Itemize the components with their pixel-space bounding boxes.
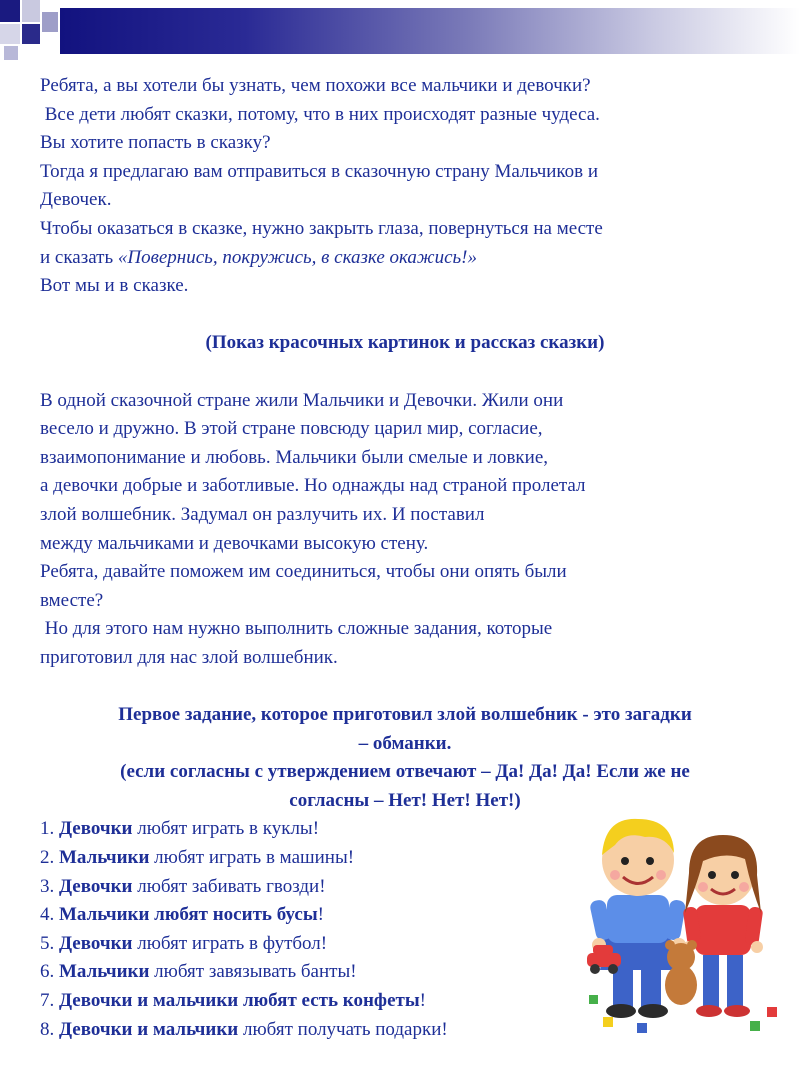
intro-line xyxy=(40,244,770,273)
task-note: (если согласны с утверждением отвечают – Да! Да! Да! Если же не xyxy=(120,761,690,783)
story-line: В одной сказочной стране жили Мальчики и Девочки. Жили они xyxy=(40,389,564,411)
intro-line: Ребята, а вы хотели бы узнать, чем похожи все мальчики и девочки? xyxy=(40,75,591,96)
intro-line: Тогда я предлагаю вам отправиться в сказочную страну Мальчиков и xyxy=(40,160,599,182)
header-bar xyxy=(60,8,800,54)
list-item: 8. Девочки и мальчики любят получать подарки! xyxy=(40,1018,448,1040)
story-line: взаимопонимание и любовь. Мальчики были смелые и ловкие, xyxy=(40,446,549,468)
list-item: 4. Мальчики любят носить бусы! xyxy=(40,904,324,926)
magic-phrase: «Повернись, покружись, в сказке окажись!» xyxy=(117,246,478,268)
list-item: 3. Девочки любят забивать гвозди! xyxy=(40,875,326,897)
story-line: приготовил для нас злой волшебник. xyxy=(40,646,338,668)
intro-line: Все дети любят сказки, потому, что в них происходят разные чудеса. xyxy=(40,103,600,125)
task-note: согласны – Нет! Нет! Нет!) xyxy=(289,789,521,811)
show-heading: (Показ красочных картинок и рассказ сказки) xyxy=(205,332,605,354)
list-item: 2. Мальчики любят играть в машины! xyxy=(40,847,355,869)
intro-line: Чтобы оказаться в сказке, нужно закрыть глаза, повернуться на месте xyxy=(40,217,603,239)
story-line: злой волшебник. Задумал он разлучить их. И поставил xyxy=(40,503,485,525)
story-line: весело и дружно. В этой стране повсюду царил мир, согласие, xyxy=(40,418,543,440)
task-title: Первое задание, которое приготовил злой волшебник - это загадки xyxy=(118,704,692,726)
list-item: 7. Девочки и мальчики любят есть конфеты! xyxy=(40,990,426,1011)
story-line: между мальчиками и девочками высокую стену. xyxy=(40,532,429,554)
list-item: 5. Девочки любят играть в футбол! xyxy=(40,932,328,954)
boy-and-girl-illustration xyxy=(585,795,785,1040)
intro-text: и сказать xyxy=(40,246,118,268)
intro-line: Вы хотите попасть в сказку? xyxy=(40,132,271,154)
intro-line: Вот мы и в сказке. xyxy=(40,275,189,297)
list-item: 1. Девочки любят играть в куклы! xyxy=(40,818,320,840)
story-line: Но для этого нам нужно выполнить сложные задания, которые xyxy=(40,618,553,640)
story-line: Ребята, давайте поможем им соединиться, чтобы они опять были xyxy=(40,561,567,583)
intro-line: Девочек. xyxy=(40,189,112,211)
story-line: вместе? xyxy=(40,589,104,611)
task-title: – обманки. xyxy=(358,732,452,754)
teddy-bear-icon xyxy=(665,940,697,1005)
list-item: 6. Мальчики любят завязывать банты! xyxy=(40,961,357,983)
story-line: а девочки добрые и заботливые. Но однажды над страной пролетал xyxy=(40,475,586,497)
